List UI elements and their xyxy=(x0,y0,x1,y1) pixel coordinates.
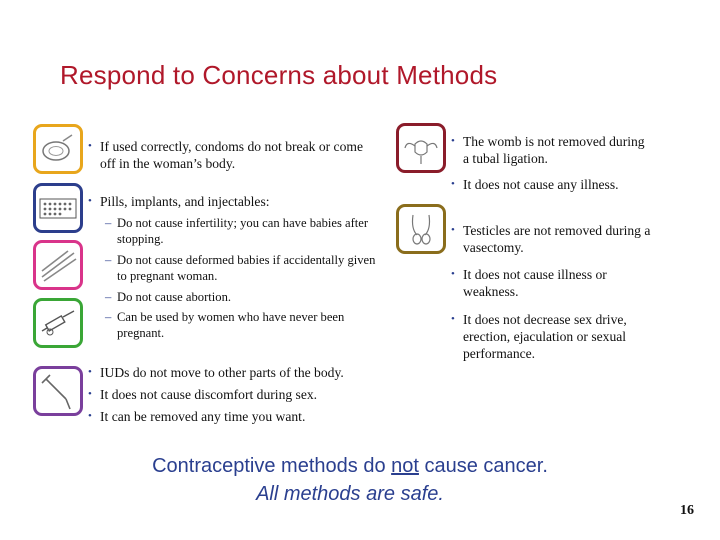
iud-point-text: It can be removed any time you want. xyxy=(100,409,306,424)
dash: – xyxy=(105,290,112,304)
hormonal-point xyxy=(105,289,377,305)
footer-line-1-start: Contraceptive methods do xyxy=(152,455,392,477)
bullet: • xyxy=(451,268,455,280)
footer-line-1 xyxy=(0,455,700,478)
footer-line-2 xyxy=(0,483,700,506)
ligation-point-text: It does not cause any illness. xyxy=(463,177,619,192)
syringe-icon xyxy=(33,298,83,348)
bullet: • xyxy=(451,224,455,236)
bullet: • xyxy=(451,135,455,147)
iud-point-text: IUDs do not move to other parts of the body. xyxy=(100,365,344,380)
iud-point xyxy=(88,408,400,425)
bullet: • xyxy=(451,178,455,190)
vasectomy-point-text: It does not decrease sex drive, erection, ejaculation or sexual performance. xyxy=(463,312,627,361)
iud-point-text: It does not cause discomfort during sex. xyxy=(100,387,318,402)
vasectomy-icon xyxy=(396,204,446,254)
hormonal-heading xyxy=(88,193,370,210)
hormonal-heading-text: Pills, implants, and injectables: xyxy=(100,194,270,209)
footer-line-2-text: All methods are safe. xyxy=(256,483,444,505)
hormonal-point-text: Can be used by women who have never been pregnant. xyxy=(117,310,345,340)
vasectomy-point-text: Testicles are not removed during a vasectomy. xyxy=(463,223,651,255)
footer-emphasis: not xyxy=(391,455,419,477)
footer-line-1-end: cause cancer. xyxy=(418,455,548,477)
hormonal-point xyxy=(105,252,377,284)
bullet: • xyxy=(88,366,92,378)
hormonal-point-text: Do not cause infertility; you can have babies after stopping. xyxy=(117,216,369,246)
page-title: Respond to Concerns about Methods xyxy=(60,60,498,90)
condoms-point xyxy=(88,138,365,172)
bullet: • xyxy=(88,195,92,207)
condom-icon xyxy=(33,124,83,174)
implant-icon xyxy=(33,240,83,290)
ligation-point xyxy=(451,176,663,193)
hormonal-point-text: Do not cause deformed babies if accidentally given to pregnant woman. xyxy=(117,253,376,283)
hormonal-point-text: Do not cause abortion. xyxy=(117,290,232,304)
dash: – xyxy=(105,310,112,324)
hormonal-point xyxy=(105,309,377,341)
vasectomy-point xyxy=(451,311,663,362)
tubal-ligation-icon xyxy=(396,123,446,173)
bullet: • xyxy=(451,313,455,325)
page-number: 16 xyxy=(680,503,694,518)
vasectomy-point xyxy=(451,222,653,256)
bullet: • xyxy=(88,388,92,400)
bullet: • xyxy=(88,410,92,422)
pill-pack-icon xyxy=(33,183,83,233)
iud-point xyxy=(88,386,400,403)
iud-icon xyxy=(33,366,83,416)
iud-point xyxy=(88,364,400,381)
condoms-text: If used correctly, condoms do not break or come off in the woman’s body. xyxy=(100,139,363,171)
bullet: • xyxy=(88,140,92,152)
dash: – xyxy=(105,216,112,230)
vasectomy-point xyxy=(451,266,653,300)
dash: – xyxy=(105,253,112,267)
ligation-point xyxy=(451,133,653,167)
vasectomy-point-text: It does not cause illness or weakness. xyxy=(463,267,607,299)
hormonal-point xyxy=(105,215,377,247)
ligation-point-text: The womb is not removed during a tubal ligation. xyxy=(463,134,645,166)
